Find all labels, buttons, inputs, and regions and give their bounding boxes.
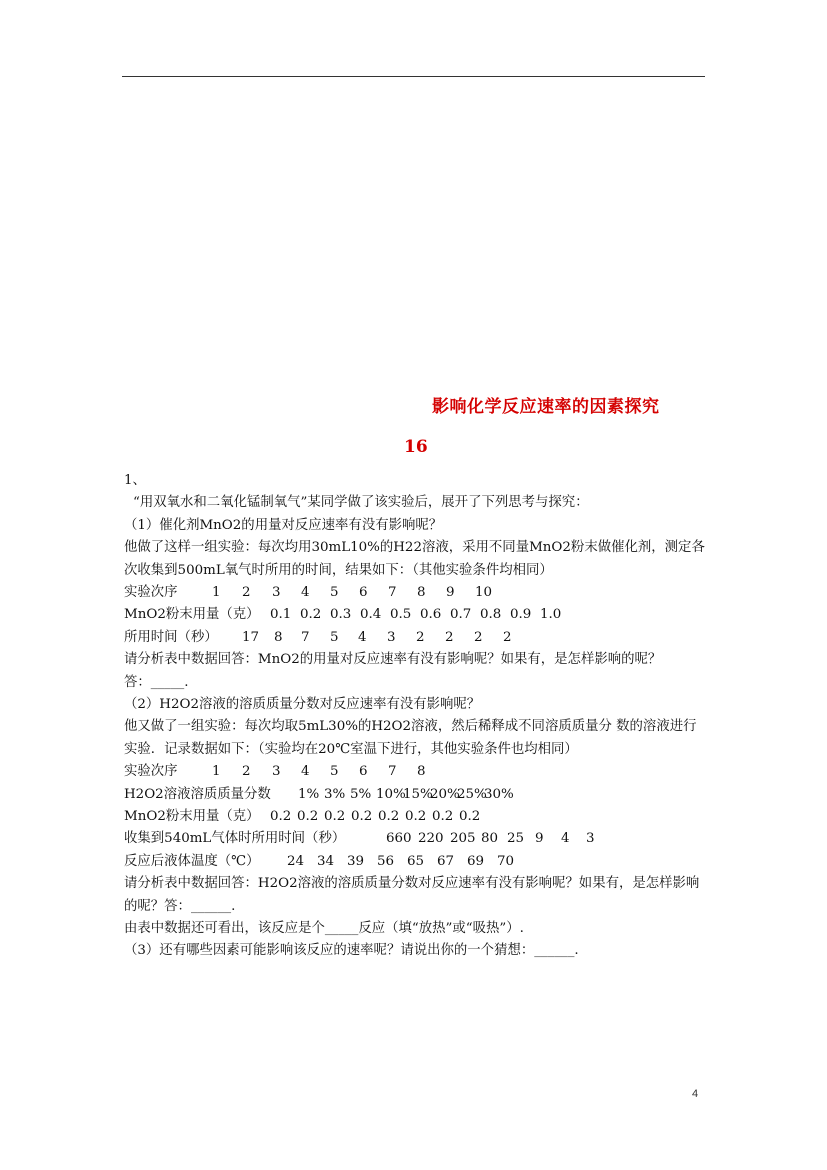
table-cell: 0.2 xyxy=(432,808,454,824)
part2-row1-values xyxy=(212,761,446,783)
part2-table-row-mno2 xyxy=(124,806,709,828)
table-cell: 7 xyxy=(388,764,397,780)
table-cell: 5 xyxy=(330,584,339,600)
table-cell: 8 xyxy=(274,629,283,645)
table-cell: 0.1 xyxy=(270,607,292,623)
table-cell: 0.9 xyxy=(510,607,532,623)
part2-followup: 由表中数据还可看出，该反应是个_____反应（填“放热”或“吸热”）. xyxy=(124,920,524,936)
table-cell: 0.4 xyxy=(360,607,382,623)
table-cell: 80 xyxy=(481,831,499,847)
part1-table-row-time xyxy=(124,627,709,649)
table-cell: 5 xyxy=(330,764,339,780)
table-cell: 0.3 xyxy=(330,607,352,623)
table-cell: 0.2 xyxy=(405,808,427,824)
part2-row2-values xyxy=(298,784,514,806)
part2-table-row-time xyxy=(124,828,709,850)
table-cell: 220 xyxy=(418,831,444,847)
part2-row5-label: 反应后液体温度（℃） xyxy=(124,853,260,869)
table-cell: 9 xyxy=(446,584,455,600)
table-cell: 0.8 xyxy=(480,607,502,623)
table-cell: 17 xyxy=(242,629,260,645)
table-cell: 0.2 xyxy=(378,808,400,824)
table-cell: 39 xyxy=(347,853,365,869)
part2-table-row-order xyxy=(124,761,709,783)
table-cell: 2 xyxy=(474,629,483,645)
table-cell: 2 xyxy=(445,629,454,645)
table-cell: 0.7 xyxy=(450,607,472,623)
table-cell: 2 xyxy=(503,629,512,645)
table-cell: 5% xyxy=(350,786,372,802)
table-cell: 4 xyxy=(358,629,367,645)
table-cell: 10 xyxy=(475,584,493,600)
table-cell: 65 xyxy=(407,853,425,869)
page-title: 影响化学反应速率的因素探究 xyxy=(432,397,660,417)
table-cell: 15% xyxy=(403,786,433,802)
table-cell: 0.2 xyxy=(324,808,346,824)
table-cell: 8 xyxy=(417,764,426,780)
table-cell: 3 xyxy=(586,831,595,847)
part1-row3-label: 所用时间（秒） xyxy=(124,629,218,645)
table-cell: 0.2 xyxy=(351,808,373,824)
question-number: 1、 xyxy=(124,473,146,488)
part1-table-row-mno2 xyxy=(124,604,709,626)
table-cell: 56 xyxy=(377,853,395,869)
table-cell: 1% xyxy=(298,786,320,802)
table-cell: 5 xyxy=(330,629,339,645)
table-cell: 1.0 xyxy=(540,607,562,623)
part1-question: （1）催化剂MnO2的用量对反应速率有没有影响呢？ xyxy=(124,517,443,533)
table-cell: 3 xyxy=(272,764,281,780)
table-cell: 25% xyxy=(457,786,487,802)
table-cell: 1 xyxy=(212,764,221,780)
table-cell: 4 xyxy=(301,764,310,780)
table-cell: 1 xyxy=(212,584,221,600)
part2-table-row-concentration xyxy=(124,784,709,806)
table-cell: 70 xyxy=(497,853,515,869)
part3-question: （3）还有哪些因素可能影响该反应的速率呢？请说出你的一个猜想：______. xyxy=(124,943,579,959)
table-cell: 69 xyxy=(467,853,485,869)
part2-row4-label: 收集到540mL气体时所用时间（秒） xyxy=(124,831,346,847)
table-cell: 0.2 xyxy=(297,808,319,824)
part2-question: （2）H2O2溶液的溶质质量分数对反应速率有没有影响呢？ xyxy=(124,696,481,712)
table-cell: 6 xyxy=(359,764,368,780)
table-cell: 2 xyxy=(242,584,251,600)
table-cell: 3 xyxy=(387,629,396,645)
table-cell: 0.5 xyxy=(390,607,412,623)
table-cell: 0.6 xyxy=(420,607,442,623)
table-cell: 9 xyxy=(535,831,544,847)
document-body xyxy=(124,470,709,963)
part2-row1-label: 实验次序 xyxy=(124,764,178,780)
part2-table-row-temperature xyxy=(124,851,709,873)
table-cell: 2 xyxy=(416,629,425,645)
part1-row3-values xyxy=(242,627,532,649)
table-cell: 3% xyxy=(324,786,346,802)
part1-answer: 答：_____. xyxy=(124,674,189,690)
part1-analysis: 请分析表中数据回答：MnO2的用量对反应速率有没有影响呢？如果有，是怎样影响的呢？ xyxy=(124,652,662,668)
table-cell: 24 xyxy=(287,853,305,869)
part1-table-row-order xyxy=(124,582,709,604)
table-cell: 4 xyxy=(561,831,570,847)
table-cell: 205 xyxy=(450,831,476,847)
table-cell: 4 xyxy=(301,584,310,600)
part2-description: 他又做了一组实验：每次均取5mL30%的H2O2溶液，然后稀释成不同溶质质量分 数的溶液进行实验．记录数据如下：（实验均在20℃室温下进行，其他实验条件也均相同） xyxy=(124,719,697,757)
table-cell: 10% xyxy=(376,786,406,802)
table-cell: 6 xyxy=(359,584,368,600)
table-cell: 67 xyxy=(437,853,455,869)
table-cell: 660 xyxy=(386,831,412,847)
part2-row4-values xyxy=(386,828,606,850)
header-rule xyxy=(122,76,705,77)
table-cell: 8 xyxy=(417,584,426,600)
table-cell: 30% xyxy=(484,786,514,802)
part1-row2-label: MnO2粉末用量（克） xyxy=(124,607,260,623)
table-cell: 2 xyxy=(242,764,251,780)
part2-row3-label: MnO2粉末用量（克） xyxy=(124,808,260,824)
part2-row3-values xyxy=(270,806,486,828)
part1-description: 他做了这样一组实验：每次均用30mL10%的H22溶液，采用不同量MnO2粉末做催化剂，测定各次收集到500mL氧气时所用的时间，结果如下：（其他实验条件均相同） xyxy=(124,540,705,578)
part2-row5-values xyxy=(287,851,527,873)
page-number: 4 xyxy=(692,1088,699,1100)
part1-row1-label: 实验次序 xyxy=(124,584,178,600)
table-cell: 7 xyxy=(388,584,397,600)
part1-row1-values xyxy=(212,582,504,604)
table-cell: 20% xyxy=(430,786,460,802)
table-cell: 25 xyxy=(507,831,525,847)
table-cell: 0.2 xyxy=(300,607,322,623)
part2-analysis: 请分析表中数据回答：H2O2溶液的溶质质量分数对反应速率有没有影响呢？如果有，是怎样影响的呢？答：______. xyxy=(124,876,700,914)
table-cell: 7 xyxy=(301,629,310,645)
table-cell: 34 xyxy=(317,853,335,869)
intro-text: “用双氧水和二氧化锰制氧气”某同学做了该实验后，展开了下列思考与探究： xyxy=(133,495,589,511)
part2-row2-label: H2O2溶液溶质质量分数 xyxy=(124,786,271,802)
page-subtitle-number: 16 xyxy=(404,437,428,457)
part1-row2-values xyxy=(270,604,570,626)
table-cell: 3 xyxy=(272,584,281,600)
table-cell: 0.2 xyxy=(270,808,292,824)
table-cell: 0.2 xyxy=(459,808,481,824)
